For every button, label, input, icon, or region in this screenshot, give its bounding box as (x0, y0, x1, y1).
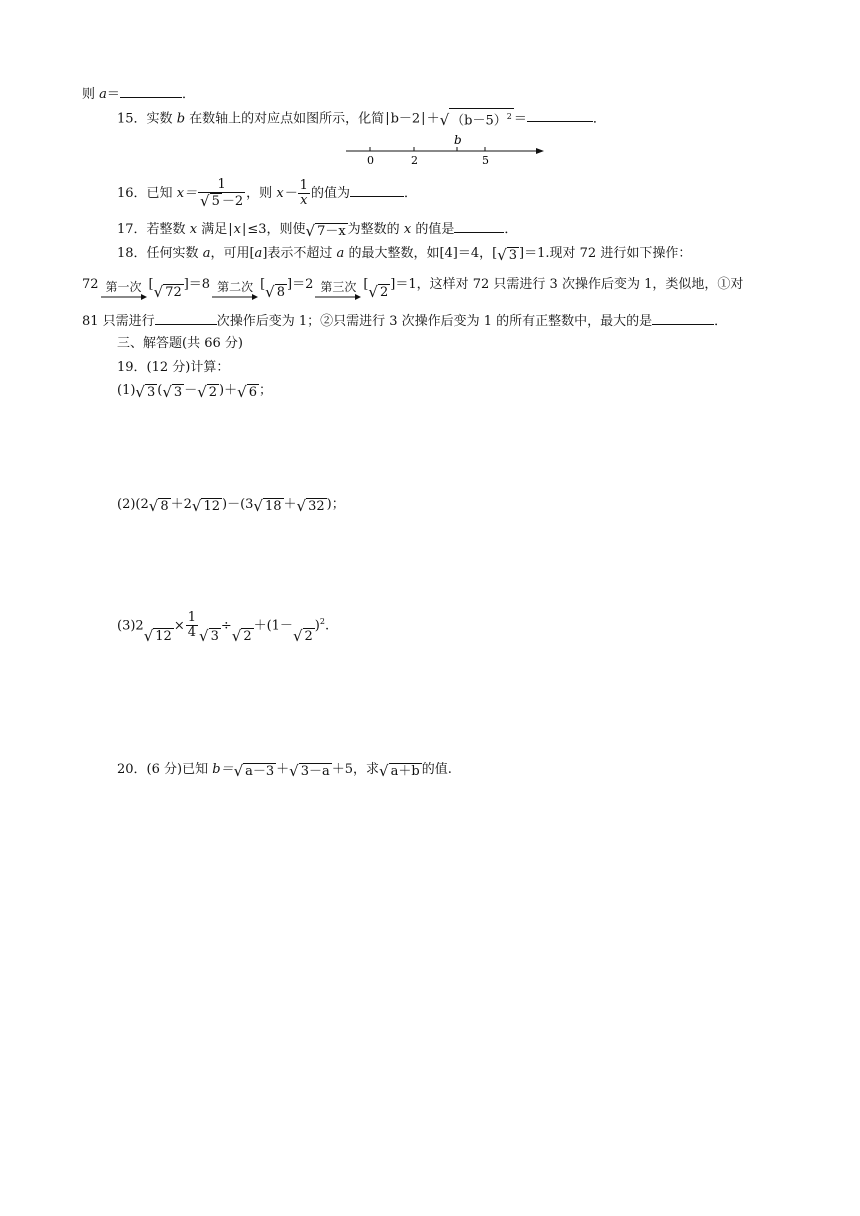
fraction (198, 178, 245, 209)
question-header: 20．(6 分)已知 (117, 762, 209, 777)
text: 则 (82, 87, 96, 102)
question-18-line-3 (82, 311, 727, 331)
arrow-label: 第一次 (105, 280, 142, 294)
text: 81 只需进行 (82, 314, 155, 329)
numerator: 1 (299, 178, 308, 193)
var-b: b (176, 111, 186, 127)
text: 的值为 (310, 186, 350, 201)
exponent: 2 (319, 617, 325, 626)
var-x: x (189, 222, 198, 237)
sqrt-icon: √ (200, 192, 210, 210)
text: (2 (135, 497, 149, 512)
text: －2 (221, 194, 244, 209)
text: 为整数的 (347, 222, 400, 237)
sqrt-icon: √ (439, 111, 450, 130)
sqrt-icon: √ (135, 383, 145, 401)
label-5: 5 (482, 154, 489, 167)
radicand: 8 (160, 499, 169, 514)
radical (497, 247, 519, 263)
fraction (186, 611, 198, 640)
arrow-label: 第二次 (217, 280, 254, 294)
radicand: 3 (173, 385, 183, 400)
sqrt-icon: √ (305, 222, 316, 240)
denominator: x (300, 193, 308, 208)
number-line-figure (346, 132, 546, 168)
text: ． (181, 87, 195, 102)
radicand: 72 (165, 285, 182, 300)
answer-blank[interactable] (527, 108, 593, 122)
sqrt-icon: √ (265, 283, 275, 301)
label-2: 2 (411, 154, 418, 167)
radicand: a＋b (390, 764, 420, 779)
abs-content: x (233, 222, 241, 237)
var-a: a (99, 87, 107, 102)
question-number: 18． (117, 246, 147, 261)
radicand: 6 (248, 385, 257, 400)
operation-arrow (315, 280, 361, 300)
answer-blank[interactable] (120, 84, 182, 98)
question-number: 17． (117, 222, 147, 237)
var-x: x (403, 222, 412, 237)
question-number: 15． (117, 111, 147, 127)
text: × (173, 618, 185, 634)
radicand: 7－x (317, 224, 346, 239)
text: 次操作后变为 1；②只需进行 3 次操作后变为 1 的所有正整数中，最大的是 (216, 314, 653, 329)
part-label: (1) (117, 383, 136, 398)
radicand: 2 (243, 629, 252, 645)
sqrt-icon: √ (153, 283, 164, 301)
text: 在数轴上的对应点如图所示，化简 (189, 111, 385, 127)
radicand: 12 (155, 629, 172, 645)
text: 的值是 (415, 222, 455, 237)
right-arrow-icon (315, 294, 361, 300)
text: ＋5，求 (331, 762, 380, 777)
sqrt-icon: √ (289, 762, 299, 780)
sqrt-icon: √ (296, 497, 307, 515)
text: ) (314, 618, 320, 634)
operation-arrow (212, 280, 258, 300)
var-a: a (202, 246, 211, 261)
radicand: 3 (146, 385, 156, 400)
text: 72 (82, 277, 99, 292)
text: ≤3，则使 (247, 222, 306, 237)
text: )＋ (219, 383, 238, 398)
text: ； (258, 383, 272, 398)
text: ( (157, 383, 163, 398)
abs-content: b－2 (390, 111, 421, 127)
radicand: 18 (264, 499, 282, 514)
part-label: (2) (117, 497, 136, 512)
radicand: 8 (276, 285, 285, 300)
radicand: 32 (308, 499, 325, 514)
text: 实数 (146, 111, 173, 127)
var-a: a (336, 246, 345, 261)
sqrt-icon: √ (197, 383, 207, 401)
label-0: 0 (367, 154, 374, 167)
radicand: 3 (508, 248, 518, 263)
text: ]＝8 (183, 277, 211, 292)
answer-blank[interactable] (454, 219, 504, 233)
radicand: 2 (379, 285, 389, 300)
sqrt-icon: √ (292, 627, 303, 646)
numerator: 1 (198, 178, 245, 193)
text: ]＝2 (287, 277, 314, 292)
text: ＋ (283, 497, 297, 512)
question-19-part-1 (117, 382, 272, 400)
text: － (184, 383, 198, 398)
sqrt-icon: √ (231, 627, 242, 646)
text: ＋ (276, 762, 290, 777)
radicand: 2 (208, 385, 218, 400)
denominator: 4 (187, 625, 196, 641)
sqrt-icon: √ (379, 762, 389, 780)
question-18-line-2: 72 第一次 [ √ 72 ]＝8 第二次 [ √ 8 ]＝2 第三次 [ √ 2 ]＝1，这样对 72 只需进行 3 次操作后变为 1，类似地，①对 (82, 277, 744, 301)
sqrt-icon: √ (199, 627, 209, 646)
text: 已知 (146, 186, 173, 201)
question-19-header: 19．(12 分)计算： (117, 360, 230, 375)
right-arrow-icon (101, 294, 147, 300)
sqrt-icon: √ (162, 383, 172, 401)
sqrt-icon: √ (253, 497, 263, 515)
right-arrow-icon (212, 294, 258, 300)
text: ． (592, 111, 606, 127)
arrow-head-icon (536, 148, 544, 154)
text: ＋ (426, 111, 440, 127)
text: 2 (135, 618, 144, 634)
question-15 (117, 108, 606, 128)
sqrt-icon: √ (368, 283, 378, 301)
question-19-part-2 (117, 496, 345, 514)
text: ． (714, 314, 728, 329)
var-a: a (254, 246, 263, 261)
sqrt-icon: √ (148, 497, 159, 515)
exponent: 2 (506, 112, 512, 121)
abs-bar: | (421, 111, 426, 127)
sqrt-icon: √ (497, 246, 507, 264)
question-17: 17．若整数 x 满足|x|≤3，则使 √ 7－x 为整数的 x 的值是 ． (117, 219, 517, 239)
text: ÷ (220, 618, 232, 634)
text: ＋(1－ (253, 618, 293, 634)
radical (440, 108, 514, 128)
text: ]表示不超过 (262, 246, 333, 261)
text: )； (326, 497, 345, 512)
label-b: b (454, 133, 462, 147)
radicand: 2 (304, 629, 313, 645)
sqrt-icon: √ (143, 627, 154, 646)
text: . (324, 618, 330, 634)
x-equals: x＝ (176, 186, 198, 201)
question-19-part-3 (117, 604, 329, 644)
question-number: 16． (117, 186, 147, 201)
denominator (198, 193, 245, 209)
question-20 (117, 761, 452, 779)
fraction (298, 179, 310, 208)
b-equals: b＝ (212, 762, 234, 777)
text: ＝ (106, 87, 120, 102)
text: 满足 (201, 222, 228, 237)
question-18-line-1 (117, 245, 691, 263)
radicand: （b－5） (451, 113, 507, 129)
part-label: (3) (117, 618, 136, 634)
radicand: 3－a (300, 764, 330, 779)
radicand: 3 (210, 629, 219, 645)
sqrt-icon: √ (191, 497, 202, 515)
answer-blank[interactable] (350, 183, 404, 197)
text: ]＝1.现对 72 进行如下操作： (519, 246, 692, 261)
text: 任何实数 (146, 246, 199, 261)
sqrt-icon: √ (233, 762, 244, 780)
arrow-label: 第三次 (320, 280, 357, 294)
numerator: 1 (187, 610, 196, 626)
text: 的最大整数，如[4]＝4，[ (348, 246, 498, 261)
radicand: 12 (203, 499, 220, 514)
text: )－(3 (222, 497, 254, 512)
text: ，则 (246, 186, 273, 201)
text: ]＝1 (390, 277, 417, 292)
text: ＝ (513, 111, 527, 127)
operation-arrow (101, 280, 147, 300)
text: ，这样对 72 只需进行 3 次操作后变为 1，类似地，①对 (416, 277, 744, 292)
text: ，可用[ (210, 246, 255, 261)
text: ． (403, 186, 417, 201)
sqrt-icon: √ (237, 383, 247, 401)
x-minus: x－ (276, 186, 297, 201)
answer-blank[interactable] (652, 311, 714, 325)
text: 的值. (421, 762, 452, 777)
abs-bar: | (385, 111, 390, 127)
text: ． (504, 222, 518, 237)
radicand: 5 (211, 194, 220, 209)
radicand: a－3 (245, 764, 275, 779)
section-title: 三、解答题(共 66 分) (117, 336, 243, 351)
question-16 (117, 176, 417, 212)
radical (306, 223, 348, 239)
text: ＋2 (170, 497, 192, 512)
text: 若整数 (146, 222, 186, 237)
q14-tail (82, 84, 195, 104)
answer-blank[interactable] (155, 311, 217, 325)
